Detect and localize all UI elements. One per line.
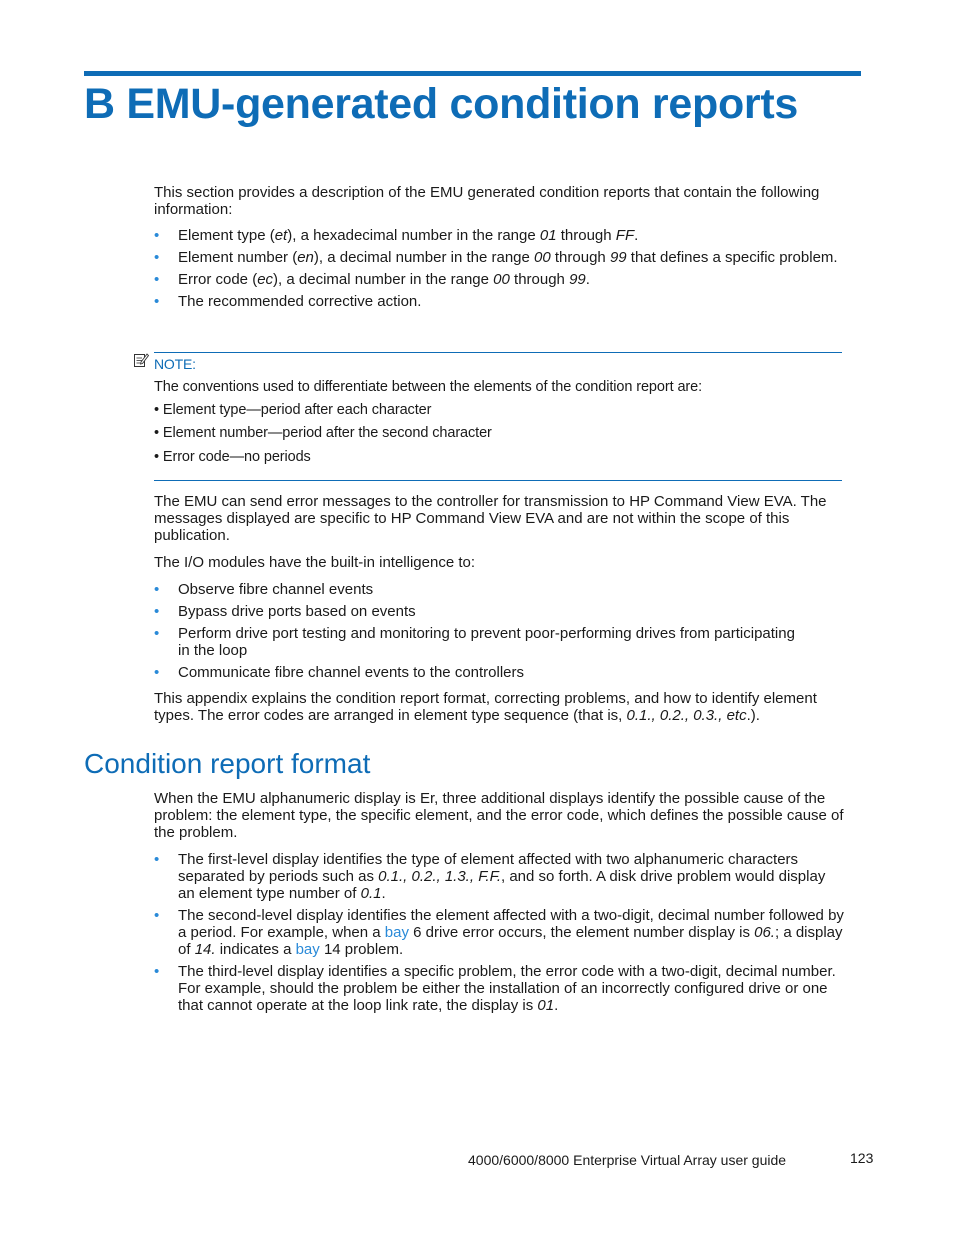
- note-item: • Element type—period after each character: [154, 402, 432, 418]
- bullet-icon: •: [154, 249, 160, 266]
- bullet-icon: •: [154, 581, 160, 598]
- list-item: • Observe fibre channel events: [154, 581, 374, 598]
- bullet-icon: •: [154, 271, 160, 288]
- list-item: • Error code (ec), a decimal number in the range 00 through 99.: [154, 271, 590, 288]
- list-item: • The third-level display identifies a specific problem, the error code with a two-digit, decimal number. For example, should the problem be either the installation of an incorrectly configured drive or one that cannot operate at the loop link rate, the display is 01.: [154, 963, 836, 1014]
- note-intro: The conventions used to differentiate between the elements of the condition report are:: [154, 379, 703, 395]
- note-label: NOTE:: [154, 356, 196, 372]
- footer-guide-title: 4000/6000/8000 Enterprise Virtual Array user guide: [468, 1152, 787, 1168]
- section-bullet-list: [154, 851, 844, 1014]
- list-item: • Element number (en), a decimal number in the range 00 through 99 that defines a specific problem.: [154, 249, 838, 266]
- note-top-rule: [154, 352, 842, 353]
- intro-bullet-list: [154, 227, 844, 310]
- bullet-icon: •: [154, 963, 160, 980]
- list-item: • The recommended corrective action.: [154, 293, 422, 310]
- bullet-icon: •: [154, 907, 160, 924]
- list-item: • The second-level display identifies the element affected with a two-digit, decimal number followed by a period. For example, when a bay 6 drive error occurs, the element number display is 06.; a display of 14. indicates a bay 14 problem.: [154, 907, 844, 958]
- title-rule: [84, 71, 861, 76]
- note-pencil-icon: [133, 352, 149, 368]
- note-item: • Error code—no periods: [154, 449, 311, 465]
- bullet-icon: •: [154, 227, 160, 244]
- body-paragraph: This appendix explains the condition report format, correcting problems, and how to identify element types. The error codes are arranged in element type sequence (that is, 0.1., 0.2., 0.3., etc.).: [154, 690, 817, 724]
- list-item: • Communicate fibre channel events to the controllers: [154, 664, 525, 681]
- chapter-title: B EMU-generated condition reports: [84, 80, 798, 128]
- page-number: 123: [850, 1150, 874, 1166]
- note-bottom-rule: [154, 480, 842, 481]
- bay-link[interactable]: bay: [295, 941, 320, 958]
- list-item: • Element type (et), a hexadecimal number in the range 01 through FF.: [154, 227, 639, 244]
- note-item: • Element number—period after the second character: [154, 425, 492, 441]
- io-bullet-list: [154, 581, 844, 681]
- bullet-icon: •: [154, 851, 160, 868]
- body-paragraph: The EMU can send error messages to the controller for transmission to HP Command View EVA. The messages displayed are specific to HP Command View EVA and are not within the scope of this publication.: [154, 493, 827, 544]
- list-item: • Perform drive port testing and monitoring to prevent poor-performing drives from participating in the loop: [154, 625, 795, 659]
- bay-link[interactable]: bay: [384, 924, 409, 941]
- section-paragraph: When the EMU alphanumeric display is Er, three additional displays identify the possible cause of the problem: the element type, the specific element, and the error code, which defines the possible cause of the problem.: [154, 790, 844, 841]
- list-item: • The first-level display identifies the type of element affected with two alphanumeric characters separated by periods such as 0.1., 0.2., 1.3., F.F., and so forth. A disk drive problem would display an element type number of 0.1.: [154, 851, 826, 902]
- section-title: Condition report format: [84, 748, 371, 779]
- intro-paragraph: This section provides a description of the EMU generated condition reports that contain the following information:: [154, 184, 820, 218]
- body-paragraph: The I/O modules have the built-in intelligence to:: [154, 554, 476, 571]
- bullet-icon: •: [154, 664, 160, 681]
- bullet-icon: •: [154, 625, 160, 642]
- bullet-icon: •: [154, 293, 160, 310]
- list-item: • Bypass drive ports based on events: [154, 603, 416, 620]
- bullet-icon: •: [154, 603, 160, 620]
